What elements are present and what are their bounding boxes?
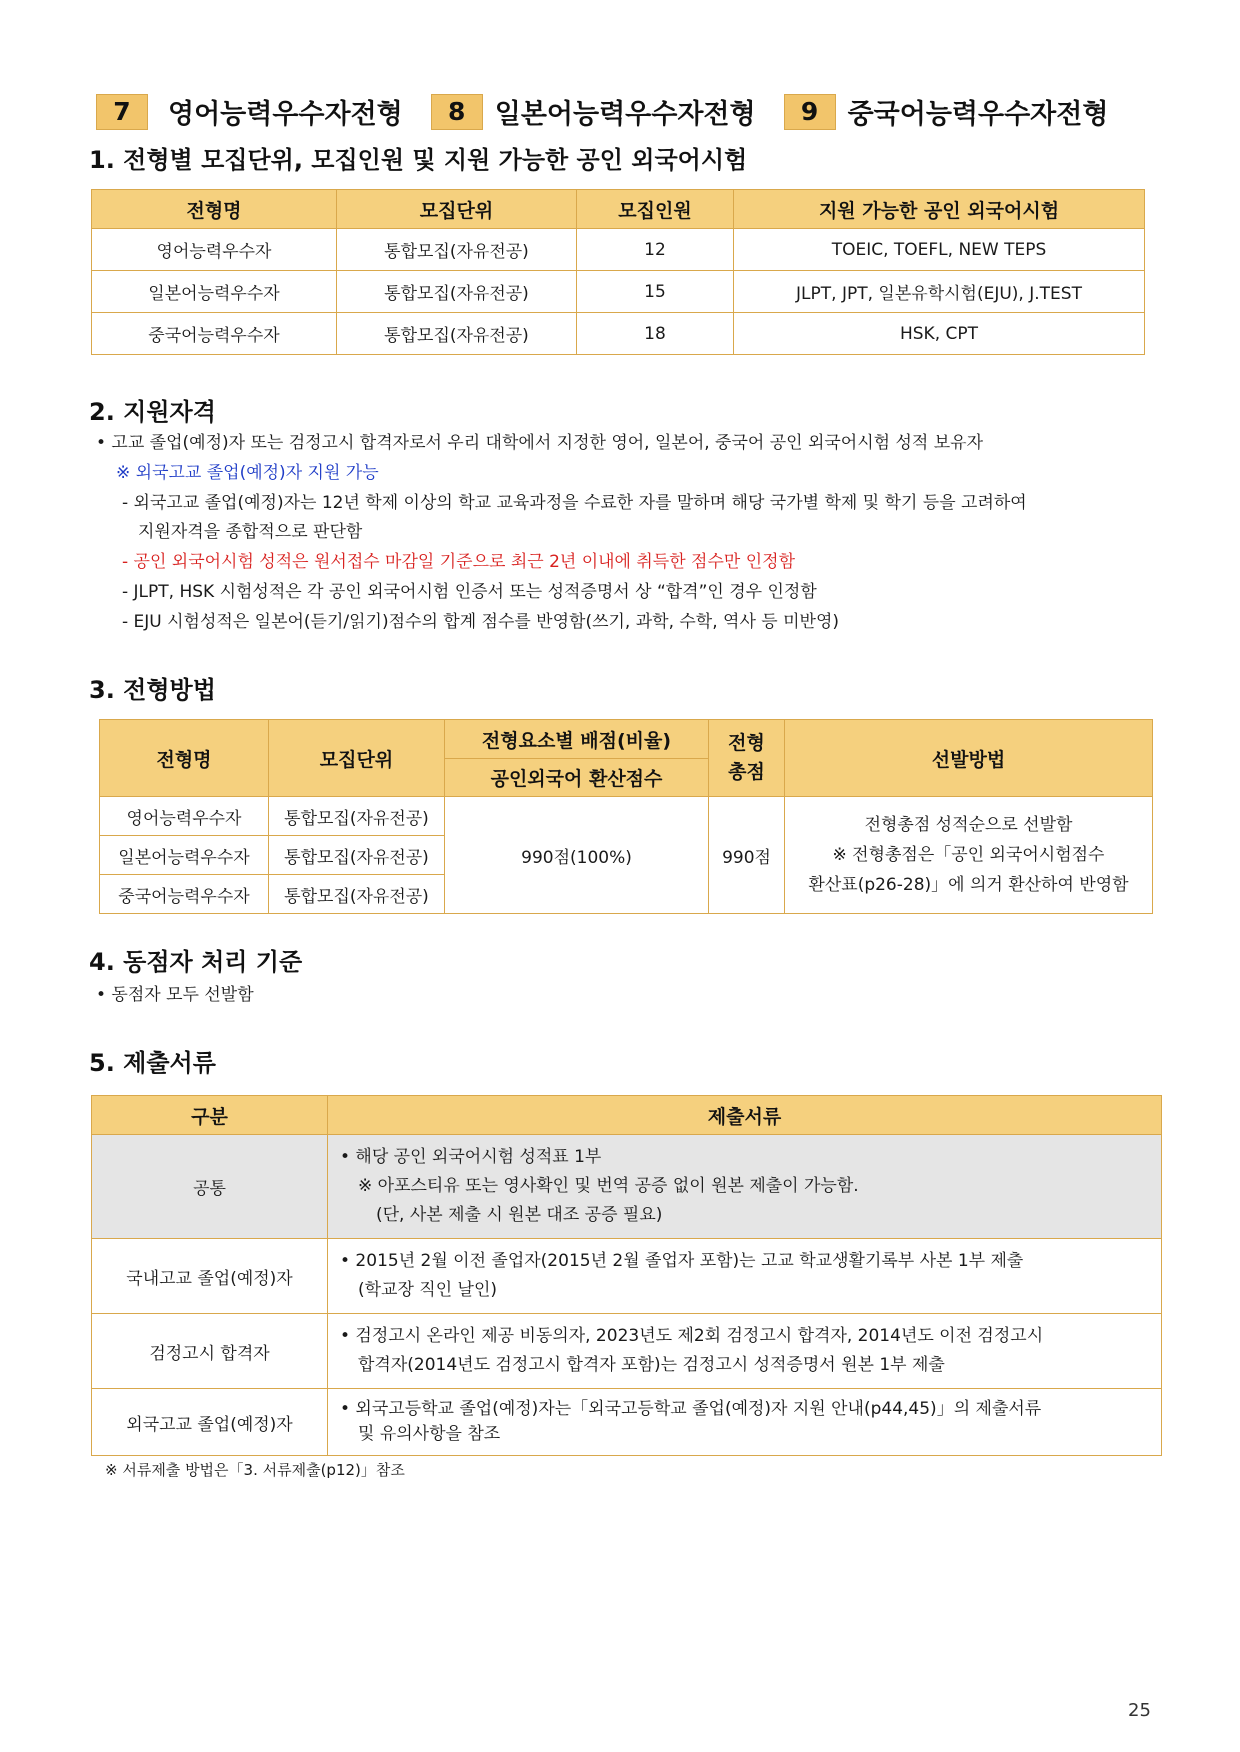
cell: 통합모집(자유전공) bbox=[337, 313, 577, 355]
eligibility-note: ※ 외국고교 졸업(예정)자 지원 가능 bbox=[116, 462, 379, 483]
cell: 18 bbox=[577, 313, 734, 355]
cell: 중국어능력우수자 bbox=[100, 875, 269, 914]
doc-line: ※ 아포스티유 또는 영사확인 및 번역 공증 없이 원본 제출이 가능함. bbox=[358, 1176, 859, 1196]
method-line: 환산표(p26-28)」에 의거 환산하여 반영함 bbox=[808, 875, 1129, 895]
doc-line: • 검정고시 온라인 제공 비동의자, 2023년도 제2회 검정고시 합격자, 2014년도 이전 검정고시 bbox=[340, 1326, 1044, 1346]
tie-rule-line: • 동점자 모두 선발함 bbox=[96, 985, 254, 1005]
eligibility-line: - EJU 시험성적은 일본어(듣기/읽기)점수의 합계 점수를 반영함(쓰기, 과학, 수학, 역사 등 미반영) bbox=[122, 611, 840, 632]
badge-7: 7 bbox=[96, 94, 148, 130]
col-header: 전형명 bbox=[92, 190, 337, 229]
section3-heading: 3. 전형방법 bbox=[89, 676, 216, 704]
eligibility-line: • 고교 졸업(예정)자 또는 검정고시 합격자로서 우리 대학에서 지정한 영어, 일본어, 중국어 공인 외국어시험 성적 보유자 bbox=[96, 433, 983, 453]
badge-8: 8 bbox=[431, 94, 483, 130]
col-header: 전형명 bbox=[100, 720, 269, 797]
doc-category: 공통 bbox=[92, 1135, 328, 1239]
eligibility-line: - JLPT, HSK 시험성적은 각 공인 외국어시험 인증서 또는 성적증명서 상 “합격”인 경우 인정함 bbox=[122, 581, 817, 602]
cell: 통합모집(자유전공) bbox=[269, 836, 445, 875]
section4-heading: 4. 동점자 처리 기준 bbox=[89, 948, 303, 976]
cell: 통합모집(자유전공) bbox=[269, 875, 445, 914]
doc-line: (학교장 직인 날인) bbox=[358, 1280, 498, 1300]
cell: 통합모집(자유전공) bbox=[269, 797, 445, 836]
cell: 일본어능력우수자 bbox=[92, 271, 337, 313]
col-header-total bbox=[709, 720, 785, 797]
eligibility-line: - 외국고교 졸업(예정)자는 12년 학제 이상의 학교 교육과정을 수료한 자를 말하며 해당 국가별 학제 및 학기 등을 고려하여 bbox=[122, 492, 1027, 513]
doc-category: 국내고교 졸업(예정)자 bbox=[92, 1239, 328, 1314]
table-row bbox=[92, 1314, 1162, 1389]
method-cell bbox=[785, 797, 1153, 914]
total-header-line: 전형 bbox=[728, 732, 765, 754]
section5-heading: 5. 제출서류 bbox=[89, 1049, 216, 1077]
table-row bbox=[100, 797, 1153, 836]
col-header: 모집단위 bbox=[337, 190, 577, 229]
col-header: 제출서류 bbox=[328, 1096, 1162, 1135]
section1-heading: 1. 전형별 모집단위, 모집인원 및 지원 가능한 공인 외국어시험 bbox=[89, 146, 748, 174]
cell: 일본어능력우수자 bbox=[100, 836, 269, 875]
eligibility-list bbox=[96, 429, 1027, 638]
doc-list bbox=[328, 1389, 1162, 1456]
col-header: 지원 가능한 공인 외국어시험 bbox=[734, 190, 1145, 229]
method-line: ※ 전형총점은「공인 외국어시험점수 bbox=[832, 845, 1105, 865]
table-header-row bbox=[92, 190, 1145, 229]
total-cell: 990점 bbox=[709, 797, 785, 914]
col-header: 전형요소별 배점(비율) bbox=[445, 720, 709, 759]
badge-9: 9 bbox=[784, 94, 836, 130]
cell: 통합모집(자유전공) bbox=[337, 271, 577, 313]
table-row bbox=[92, 271, 1145, 313]
doc-list bbox=[328, 1239, 1162, 1314]
recruitment-table bbox=[91, 189, 1145, 355]
eligibility-line: 지원자격을 종합적으로 판단함 bbox=[138, 522, 363, 543]
doc-line: 및 유의사항을 참조 bbox=[358, 1424, 501, 1444]
method-line: 전형총점 성적순으로 선발함 bbox=[864, 815, 1073, 835]
documents-table bbox=[91, 1095, 1162, 1456]
eligibility-line-red: - 공인 외국어시험 성적은 원서접수 마감일 기준으로 최근 2년 이내에 취득한 점수만 인정함 bbox=[122, 552, 795, 573]
cell: HSK, CPT bbox=[734, 313, 1145, 355]
col-header: 모집단위 bbox=[269, 720, 445, 797]
cell: 영어능력우수자 bbox=[92, 229, 337, 271]
table-header-row bbox=[92, 1096, 1162, 1135]
doc-category: 외국고교 졸업(예정)자 bbox=[92, 1389, 328, 1456]
title-japanese: 일본어능력우수자전형 bbox=[494, 99, 756, 130]
title-english: 영어능력우수자전형 bbox=[168, 99, 403, 130]
title-row bbox=[96, 92, 1108, 131]
cell: 중국어능력우수자 bbox=[92, 313, 337, 355]
cell: JLPT, JPT, 일본유학시험(EJU), J.TEST bbox=[734, 271, 1145, 313]
col-header: 구분 bbox=[92, 1096, 328, 1135]
doc-line: • 해당 공인 외국어시험 성적표 1부 bbox=[340, 1147, 602, 1167]
doc-list bbox=[328, 1135, 1162, 1239]
table-row bbox=[92, 229, 1145, 271]
score-cell: 990점(100%) bbox=[445, 797, 709, 914]
table-header-row bbox=[100, 720, 1153, 759]
doc-list bbox=[328, 1314, 1162, 1389]
col-header: 모집인원 bbox=[577, 190, 734, 229]
section2-heading: 2. 지원자격 bbox=[89, 398, 216, 426]
title-chinese: 중국어능력우수자전형 bbox=[847, 99, 1109, 130]
table-row bbox=[92, 1239, 1162, 1314]
doc-line: • 2015년 2월 이전 졸업자(2015년 2월 졸업자 포함)는 고교 학교생활기록부 사본 1부 제출 bbox=[340, 1251, 1024, 1271]
total-header-line: 총점 bbox=[728, 761, 765, 783]
documents-note: ※ 서류제출 방법은「3. 서류제출(p12)」참조 bbox=[105, 1461, 405, 1479]
cell: 영어능력우수자 bbox=[100, 797, 269, 836]
doc-line: (단, 사본 제출 시 원본 대조 공증 필요) bbox=[376, 1205, 663, 1225]
doc-line: • 외국고등학교 졸업(예정)자는「외국고등학교 졸업(예정)자 지원 안내(p44,45)」의 제출서류 bbox=[340, 1399, 1042, 1419]
tie-rule bbox=[96, 981, 254, 1011]
table-row bbox=[92, 1135, 1162, 1239]
page-number: 25 bbox=[1128, 1700, 1151, 1721]
doc-line: 합격자(2014년도 검정고시 합격자 포함)는 검정고시 성적증명서 원본 1부 제출 bbox=[358, 1355, 945, 1375]
table-row bbox=[92, 1389, 1162, 1456]
cell: 통합모집(자유전공) bbox=[337, 229, 577, 271]
selection-method-table bbox=[99, 719, 1153, 914]
col-header: 선발방법 bbox=[785, 720, 1153, 797]
cell: TOEIC, TOEFL, NEW TEPS bbox=[734, 229, 1145, 271]
col-header: 공인외국어 환산점수 bbox=[445, 759, 709, 797]
table-row bbox=[92, 313, 1145, 355]
cell: 15 bbox=[577, 271, 734, 313]
doc-category: 검정고시 합격자 bbox=[92, 1314, 328, 1389]
cell: 12 bbox=[577, 229, 734, 271]
